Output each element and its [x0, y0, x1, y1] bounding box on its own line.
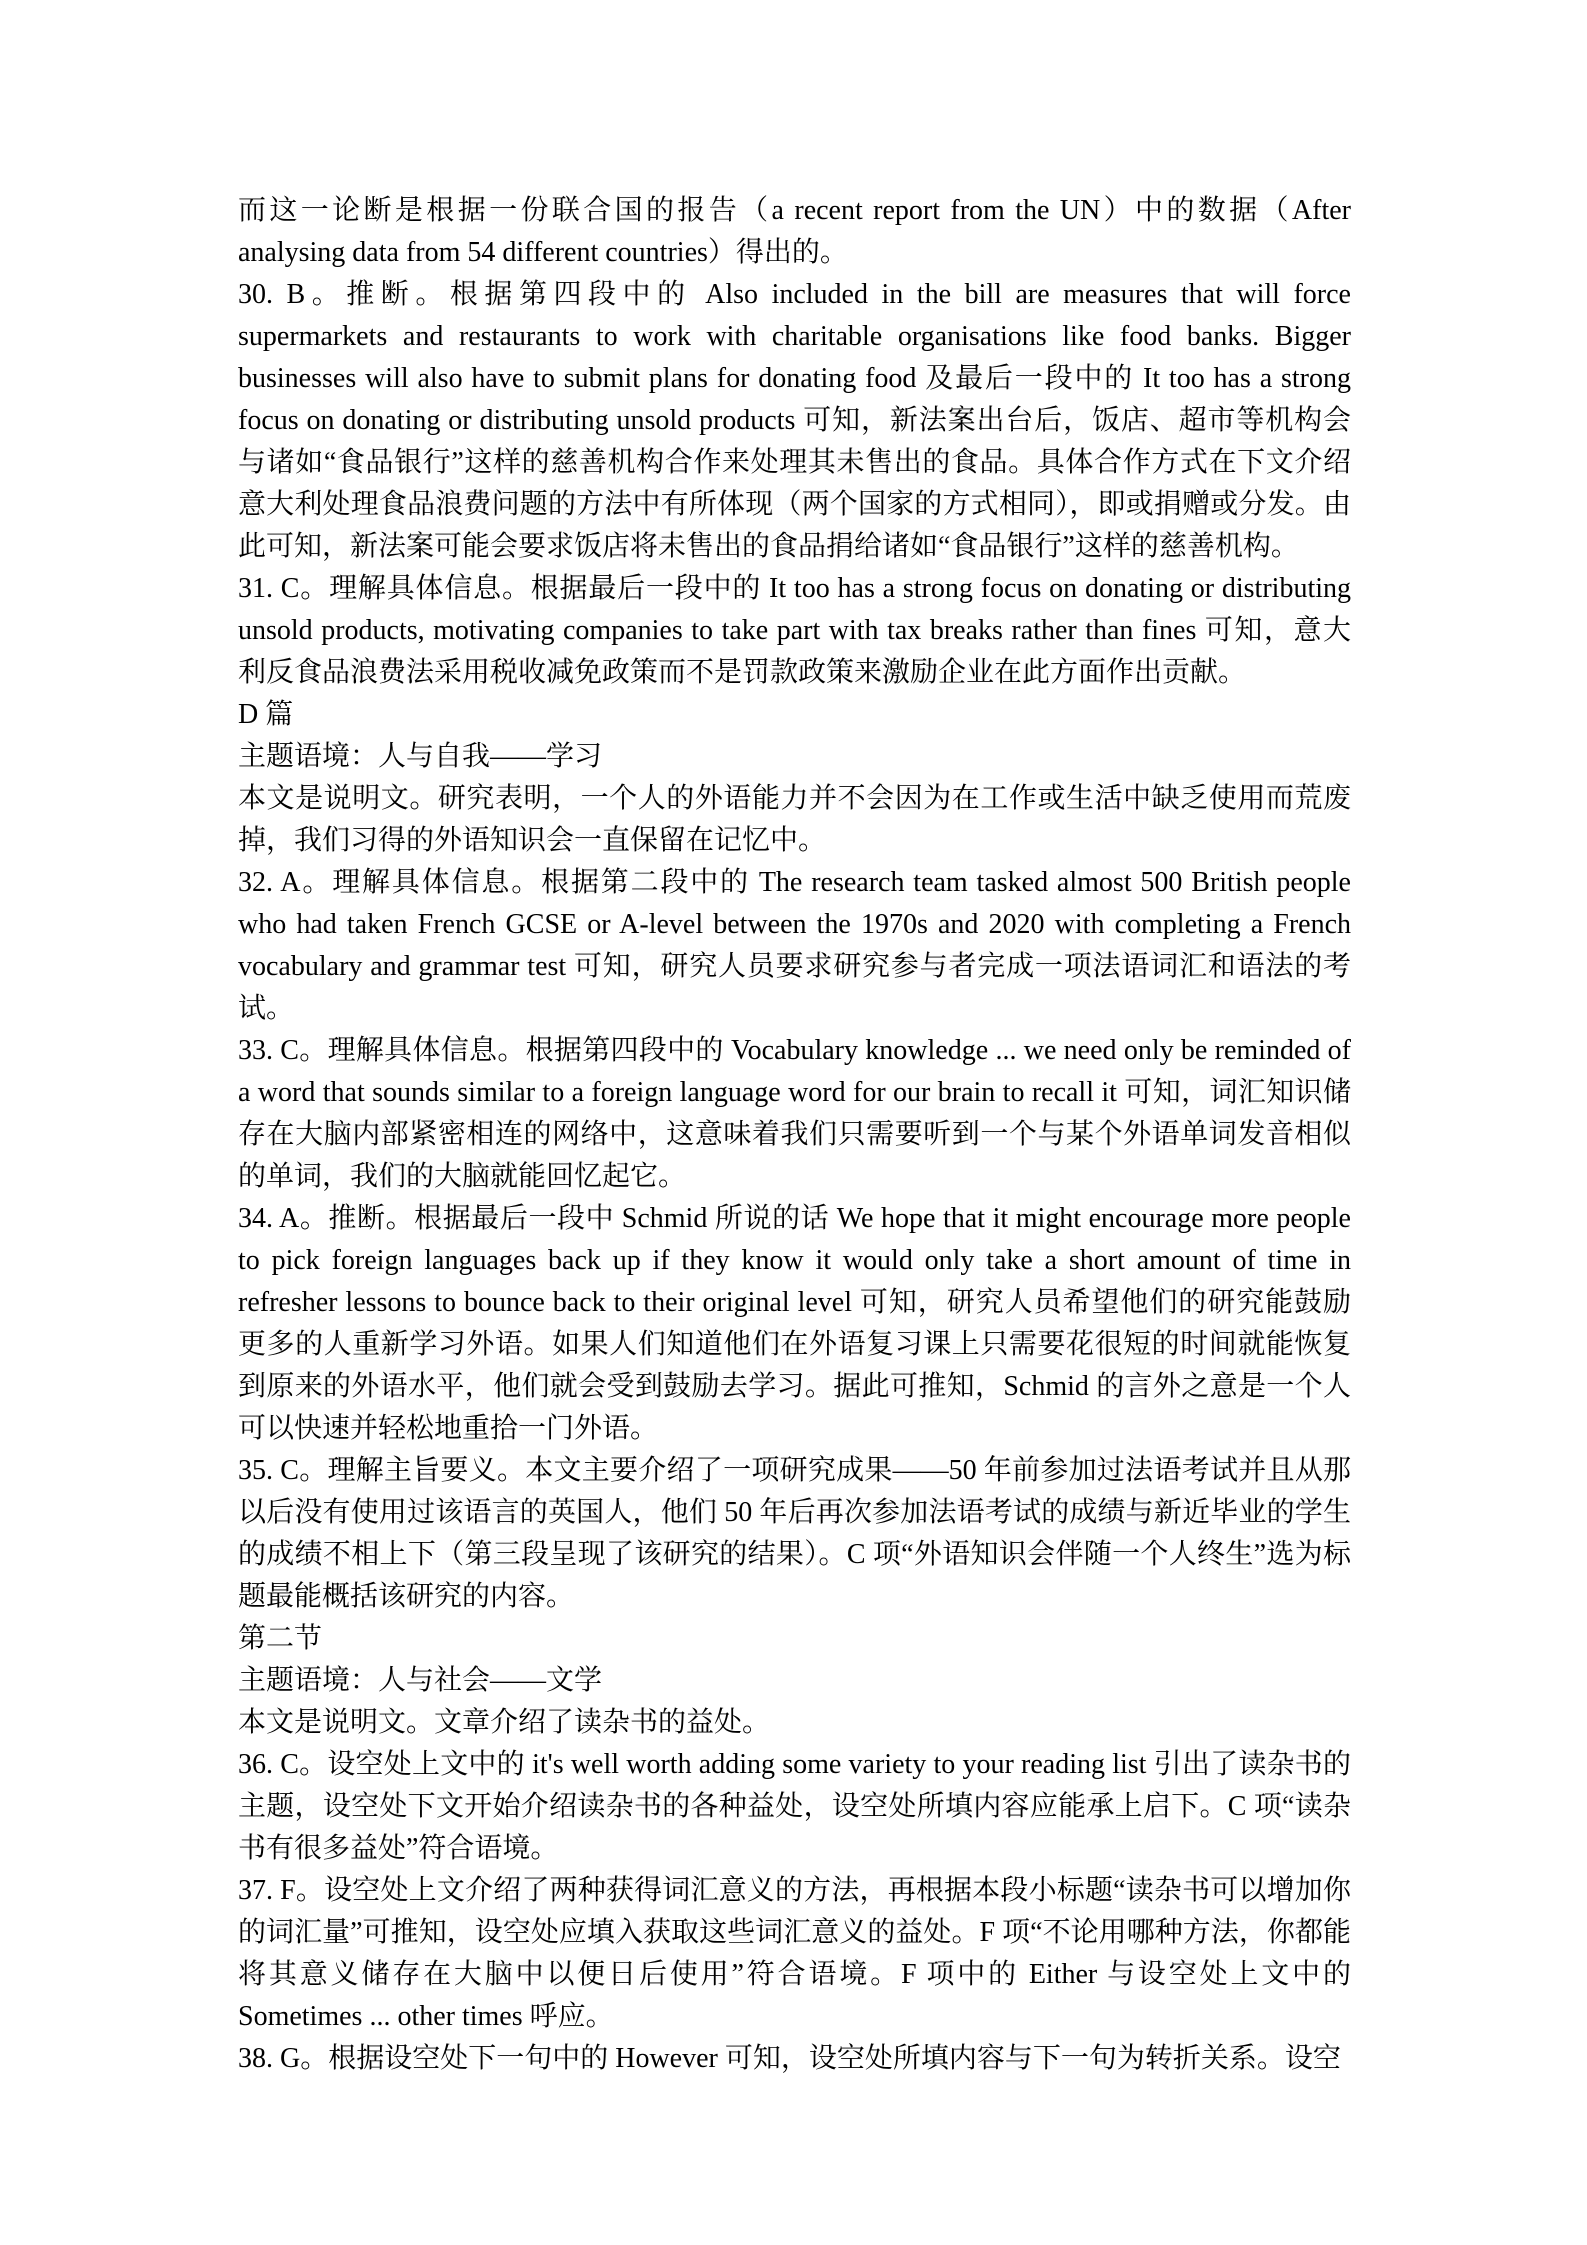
paragraph-answer-35: 35. C。理解主旨要义。本文主要介绍了一项研究成果——50 年前参加过法语考试并且从那以后没有使用过该语言的英国人，他们 50 年后再次参加法语考试的成绩与新近毕业的学生的成绩不相上下（第三段呈现了该研究的结果）。C 项“外语知识会伴随一个人终生”选为标题最能概括该研究的内容。 — [238, 1455, 1351, 1612]
passage-d-summary: 本文是说明文。研究表明，一个人的外语能力并不会因为在工作或生活中缺乏使用而荒废掉，我们习得的外语知识会一直保留在记忆中。 — [238, 783, 1351, 856]
answer-key-text-block — [238, 190, 1351, 2080]
section-heading-passage-d: D 篇 — [238, 699, 294, 730]
paragraph-answer-33: 33. C。理解具体信息。根据第四段中的 Vocabulary knowledge ... we need only be reminded of a word that sounds similar to a foreign language word for our brain to recall it 可知，词汇知识储存在大脑内部紧密相连的网络中，这意味着我们只需要听到一个与某个外语单词发音相似的单词，我们的大脑就能回忆起它。 — [238, 1035, 1351, 1192]
paragraph-answer-36: 36. C。设空处上文中的 it's well worth adding some variety to your reading list 引出了读杂书的主题，设空处下文开始介绍读杂书的各种益处，设空处所填内容应能承上启下。C 项“读杂书有很多益处”符合语境。 — [238, 1749, 1351, 1864]
part-two-summary: 本文是说明文。文章介绍了读杂书的益处。 — [238, 1707, 771, 1738]
theme-context-line-part-two: 主题语境：人与社会——文学 — [238, 1665, 603, 1696]
paragraph-continuation-q29: 而这一论断是根据一份联合国的报告（a recent report from the UN）中的数据（After analysing data from 54 different countries）得出的。 — [238, 195, 1351, 268]
paragraph-answer-32: 32. A。理解具体信息。根据第二段中的 The research team tasked almost 500 British people who had taken French GCSE or A-level between the 1970s and 2020 with completing a French vocabulary and grammar test 可知，研究人员要求研究参与者完成一项法语词汇和语法的考试。 — [238, 867, 1351, 1024]
theme-context-line-passage-d: 主题语境：人与自我——学习 — [238, 741, 603, 772]
paragraph-answer-37: 37. F。设空处上文介绍了两种获得词汇意义的方法，再根据本段小标题“读杂书可以增加你的词汇量”可推知，设空处应填入获取这些词汇意义的益处。F 项“不论用哪种方法，你都能将其意义储存在大脑中以便日后使用”符合语境。F 项中的 Either 与设空处上文中的 Sometimes ... other times 呼应。 — [238, 1875, 1351, 2032]
paragraph-answer-34: 34. A。推断。根据最后一段中 Schmid 所说的话 We hope that it might encourage more people to pick foreign languages back up if they know it would only take a short amount of time in refresher lessons to bounce back to their original level 可知，研究人员希望他们的研究能鼓励更多的人重新学习外语。如果人们知道他们在外语复习课上只需要花很短的时间就能恢复到原来的外语水平，他们就会受到鼓励去学习。据此可推知，Schmid 的言外之意是一个人可以快速并轻松地重拾一门外语。 — [238, 1203, 1351, 1444]
paragraph-answer-38: 38. G。根据设空处下一句中的 However 可知，设空处所填内容与下一句为转折关系。设空 — [238, 2043, 1341, 2074]
section-heading-part-two: 第二节 — [238, 1623, 323, 1654]
paragraph-answer-31: 31. C。理解具体信息。根据最后一段中的 It too has a strong focus on donating or distributing unsold products, motivating companies to take part with tax breaks rather than fines 可知，意大利反食品浪费法采用税收减免政策而不是罚款政策来激励企业在此方面作出贡献。 — [238, 573, 1351, 688]
paragraph-answer-30: 30. B。推断。根据第四段中的 Also included in the bill are measures that will force supermarkets and restaurants to work with charitable organisations like food banks. Bigger businesses will also have to submit plans for donating food 及最后一段中的 It too has a strong focus on donating or distributing unsold products 可知，新法案出台后，饭店、超市等机构会与诸如“食品银行”这样的慈善机构合作来处理其未售出的食品。具体合作方式在下文介绍意大利处理食品浪费问题的方法中有所体现（两个国家的方式相同），即或捐赠或分发。由此可知，新法案可能会要求饭店将未售出的食品捐给诸如“食品银行”这样的慈善机构。 — [238, 279, 1351, 562]
